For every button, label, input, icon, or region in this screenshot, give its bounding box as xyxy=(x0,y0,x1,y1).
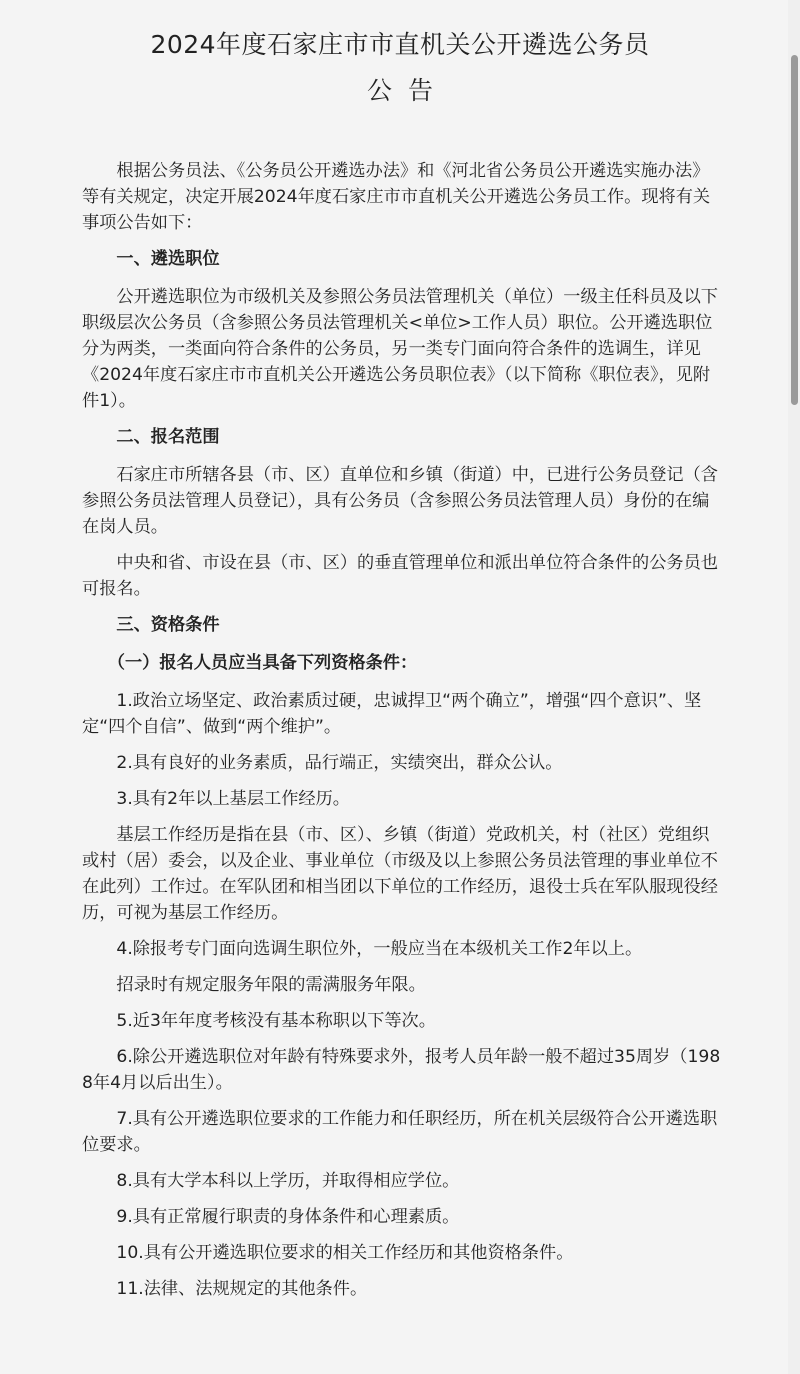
paragraph-scope: 石家庄市所辖各县（市、区）直单位和乡镇（街道）中，已进行公务员登记（含参照公务员法管理人员登记），具有公务员（含参照公务员法管理人员）身份的在编在岗人员。 xyxy=(82,465,718,537)
condition-item-1: 1.政治立场坚定、政治素质过硬，忠诚捍卫“两个确立”，增强“四个意识”、坚定“四个自信”、做到“两个维护”。 xyxy=(82,691,702,737)
scrollbar-track[interactable] xyxy=(788,0,800,1374)
condition-item-6: 6.除公开遴选职位对年龄有特殊要求外，报考人员年龄一般不超过35周岁（1988年4月以后出生）。 xyxy=(82,1047,721,1093)
condition-item-7: 7.具有公开遴选职位要求的工作能力和任职经历，所在机关层级符合公开遴选职位要求。 xyxy=(82,1109,718,1155)
section-heading-positions: 一、遴选职位 xyxy=(116,249,220,269)
paragraph-scope-vertical: 中央和省、市设在县（市、区）的垂直管理单位和派出单位符合条件的公务员也可报名。 xyxy=(82,553,718,599)
condition-item-3: 3.具有2年以上基层工作经历。 xyxy=(116,789,350,809)
condition-item-9: 9.具有正常履行职责的身体条件和心理素质。 xyxy=(116,1207,460,1227)
page-title: 2024年度石家庄市市直机关公开遴选公务员 xyxy=(150,30,650,59)
title-block xyxy=(0,28,800,108)
condition-item-8: 8.具有大学本科以上学历，并取得相应学位。 xyxy=(116,1171,460,1191)
condition-item-11: 11.法律、法规规定的其他条件。 xyxy=(116,1279,368,1299)
section-heading-qualifications: 三、资格条件 xyxy=(116,615,220,635)
intro-paragraph: 根据公务员法、《公务员公开遴选办法》和《河北省公务员公开遴选实施办法》等有关规定，决定开展2024年度石家庄市市直机关公开遴选公务员工作。现将有关事项公告如下： xyxy=(82,161,711,233)
condition-item-2: 2.具有良好的业务素质，品行端正，实绩突出，群众公认。 xyxy=(116,753,563,773)
paragraph-positions: 公开遴选职位为市级机关及参照公务员法管理机关（单位）一级主任科员及以下职级层次公务员（含参照公务员法管理机关<单位>工作人员）职位。公开遴选职位分为两类，一类面向符合条件的公务员，另一类专门面向符合条件的选调生，详见《2024年度石家庄市市直机关公开遴选公务员职位表》（以下简称《职位表》，见附件1）。 xyxy=(82,287,718,411)
condition-item-5: 5.近3年年度考核没有基本称职以下等次。 xyxy=(116,1011,436,1031)
paragraph-grassroots-definition: 基层工作经历是指在县（市、区）、乡镇（街道）党政机关，村（社区）党组织或村（居）委会，以及企业、事业单位（市级及以上参照公务员法管理的事业单位不在此列）工作过。在军队团和相当团以下单位的工作经历，退役士兵在军队服现役经历，可视为基层工作经历。 xyxy=(82,825,718,923)
scrollbar-thumb[interactable] xyxy=(791,55,798,405)
page-subtitle: 公 告 xyxy=(367,76,433,105)
section-heading-scope: 二、报名范围 xyxy=(116,427,220,447)
condition-item-10: 10.具有公开遴选职位要求的相关工作经历和其他资格条件。 xyxy=(116,1243,574,1263)
condition-item-4: 4.除报考专门面向选调生职位外，一般应当在本级机关工作2年以上。 xyxy=(116,939,643,959)
paragraph-service-years: 招录时有规定服务年限的需满服务年限。 xyxy=(116,975,426,995)
subheading-qualifications: （一）报名人员应当具备下列资格条件： xyxy=(107,653,418,673)
document-body xyxy=(82,158,722,1312)
